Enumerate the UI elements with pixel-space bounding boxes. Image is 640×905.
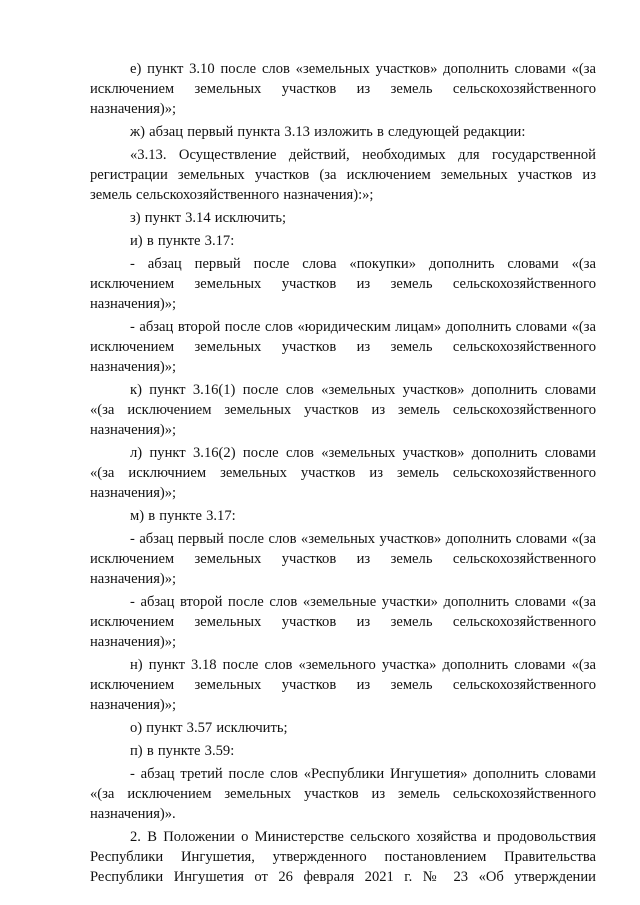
paragraph-e: е) пункт 3.10 после слов «земельных участков» дополнить словами «(за исключением земельных участков из земель сельскохозяйственного назначения)»; xyxy=(90,61,596,117)
paragraph-quote-3-13: «3.13. Осуществление действий, необходимых для государственной регистрации земельных участков (за исключением земельных участков из земель сельскохозяйственного назначения):»; xyxy=(90,147,596,203)
document-page xyxy=(90,59,596,890)
paragraph-n: н) пункт 3.18 после слов «земельного участка» дополнить словами «(за исключением земельных участков из земель сельскохозяйственного назначения)»; xyxy=(90,657,596,713)
paragraph-l: л) пункт 3.16(2) после слов «земельных участков» дополнить словами «(за исключнием земельных участков из земель сельскохозяйственного назначения)»; xyxy=(90,445,596,501)
paragraph-i: и) в пункте 3.17: xyxy=(130,233,235,249)
paragraph-m: м) в пункте 3.17: xyxy=(130,508,236,524)
paragraph-i-second: - абзац второй после слов «юридическим лицам» дополнить словами «(за исключением земельных участков из земель сельскохозяйственного назначения)»; xyxy=(90,319,596,375)
paragraph-z: з) пункт 3.14 исключить; xyxy=(130,210,287,226)
paragraph-o: о) пункт 3.57 исключить; xyxy=(130,720,288,736)
paragraph-p-third: - абзац третий после слов «Республики Ингушетия» дополнить словами «(за исключением земельных участков из земель сельскохозяйственного назначения)». xyxy=(90,766,596,822)
paragraph-i-first: - абзац первый после слова «покупки» дополнить словами «(за исключением земельных участков из земель сельскохозяйственного назначения)»; xyxy=(90,256,596,312)
paragraph-m-first: - абзац первый после слов «земельных участков» дополнить словами «(за исключением земельных участков из земель сельскохозяйственного назначения)»; xyxy=(90,531,596,587)
paragraph-zh: ж) абзац первый пункта 3.13 изложить в следующей редакции: xyxy=(130,124,526,140)
paragraph-p: п) в пункте 3.59: xyxy=(130,743,235,759)
paragraph-k: к) пункт 3.16(1) после слов «земельных участков» дополнить словами «(за исключением земельных участков из земель сельскохозяйственного назначения)»; xyxy=(90,382,596,438)
paragraph-m-second: - абзац второй после слов «земельные участки» дополнить словами «(за исключением земельных участков из земель сельскохозяйственного назначения)»; xyxy=(90,594,596,650)
paragraph-2: 2. В Положении о Министерстве сельского хозяйства и продовольствия Республики Ингушетия, утвержденного постановлением Правительства Республики Ингушетия от 26 февраля 2021 г. № 23 «Об утверждении xyxy=(90,829,596,885)
